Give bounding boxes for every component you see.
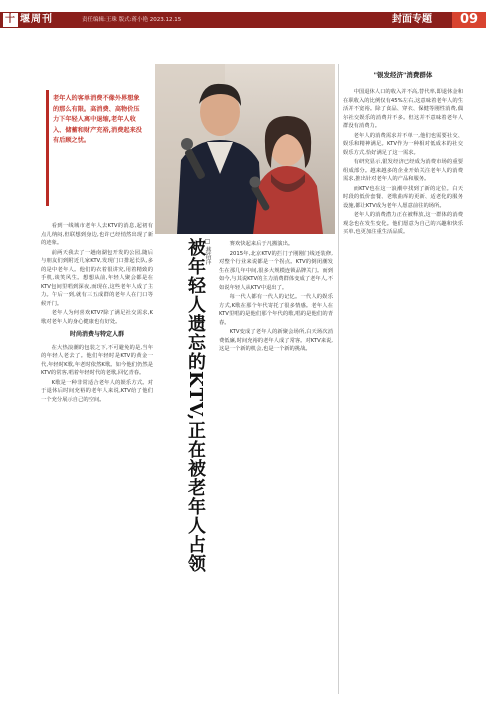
paragraph: 在大热浪潮的包装之下,不可避免的是,当年的年轻人老去了。他们年轻时是KTV的黄金一代,年轻时K歌,年老时依然K歌。如今他们仍然是KTV的常客,唱着年轻时代的老歌,回忆青春。 [41, 344, 153, 376]
article-column-3 [343, 88, 463, 688]
paragraph: 而KTV也在这一浪潮中找到了新的定位。白天时段的低价套餐、老歌曲库的更新、适老化的服务设施,都让KTV成为老年人愿意前往的场所。 [343, 185, 463, 209]
paragraph: K歌是一种非常适合老年人的娱乐方式。对于退休后时间充裕的老年人来说,KTV给了他们一个充分展示自己的空间。 [41, 379, 153, 403]
paragraph: 有研究显示,银发经济已经成为消费市场的重要组成部分。越来越多的企业开始关注老年人的消费需求,推出针对老年人的产品和服务。 [343, 159, 463, 182]
paragraph: 赛欢快起来后于凡搬演出。 [229, 241, 294, 247]
article-column-1 [41, 222, 153, 692]
paragraph: 老年人的消费潜力正在被释放,这一群体的消费观念也在发生变化。他们愿意为自己的兴趣和快乐买单,也更加注重生活品质。 [343, 212, 463, 235]
masthead-name: 堰周刊 [20, 14, 53, 25]
photo-illustration [155, 64, 335, 234]
paragraph: 老年人为何喜欢KTV?除了满足社交需求,K歌对老年人的身心健康也有好处。 [41, 310, 153, 325]
page-number: 09 [452, 12, 486, 28]
lead-quote-text: 老年人的客单消费不像外界想象的那么有限。高消费、高物价压力下年轻人离中退缩,老年人收入、储蓄和财产充裕,消费起来没有后顾之忧。 [53, 95, 142, 145]
lead-quote [46, 90, 146, 206]
paragraph: 2015年,北京KTV的拦门子刚刚门线还装修,对整个行业来说都是一个拐点。KTV的倒闭潮发生在那几年中间,很多大规模连锁品牌关门。而到如今,与其说KTV的主力消费群体变成了老年人,不如说年轻人从KTV中退出了。 [219, 250, 333, 291]
paragraph: 老年人的消费需求并不单一,他们也需要社交、娱乐和精神满足。KTV作为一种相对低成本的社交娱乐方式,恰好满足了这一需求。 [343, 132, 463, 156]
paragraph: 前两天我去了一趟南湖包开发的公园,随后与朋友们到附近几家KTV,发现门口排起长队,多的是中老年人。他们的衣着很讲究,用着精致的手机,谈笑风生。想想从前,年轻人聚会都是在KTV包间里唱到深夜,而现在,这些老年人成了主力。午后一到,就有三五成群的老年人在门口等候开门。 [41, 249, 153, 307]
paragraph: 中国退休人口的收入并不高,替代率,即退休金和在职收入的比例仅有45%左右,这意味着老年人的生活并不宽裕。除了食品、穿衣、保健等刚性消费,偶尔社交娱乐的消费并不多。但这并不意味着老年人群没有消费力。 [343, 89, 463, 129]
page-header [0, 0, 486, 30]
paragraph: KTV变成了老年人的新聚会场所,白天场次消费低廉,时间充裕的老年人成了常客。对KTV来说,这是一个新的机会,也是一个新的挑战。 [219, 329, 333, 352]
column-divider [338, 64, 339, 694]
paragraph: 每一代人都有一代人的记忆。一代人的娱乐方式,K歌在那个年代寄托了很多情感。老年人在KTV里唱的是他们那个年代的歌,唱的是他们的青春。 [219, 294, 333, 326]
feature-photo [155, 64, 335, 234]
paragraph: 看到一线城市老年人去KTV的消息,起初有点儿纳闷,但联想到身边,也许已经悄然出现了新的迹象。 [41, 223, 153, 246]
headline: 被年轻人遗忘的KTV,正在被老年人占领 [185, 238, 206, 574]
byline: □ 燕浩洋 [204, 238, 211, 265]
subheading: 时尚消费与特定人群 [69, 331, 124, 338]
section-title: 封面专题 [392, 14, 432, 25]
masthead-mark: 十 [5, 14, 16, 25]
article-column-2 [219, 240, 333, 695]
editor-credits: 责任编辑:王珠 版式:蒋小艳 2023.12.15 [82, 17, 182, 23]
sidebar-title: "银发经济"消费群体 [373, 71, 433, 79]
masthead [3, 13, 53, 27]
lead-quote-bar [46, 90, 49, 206]
